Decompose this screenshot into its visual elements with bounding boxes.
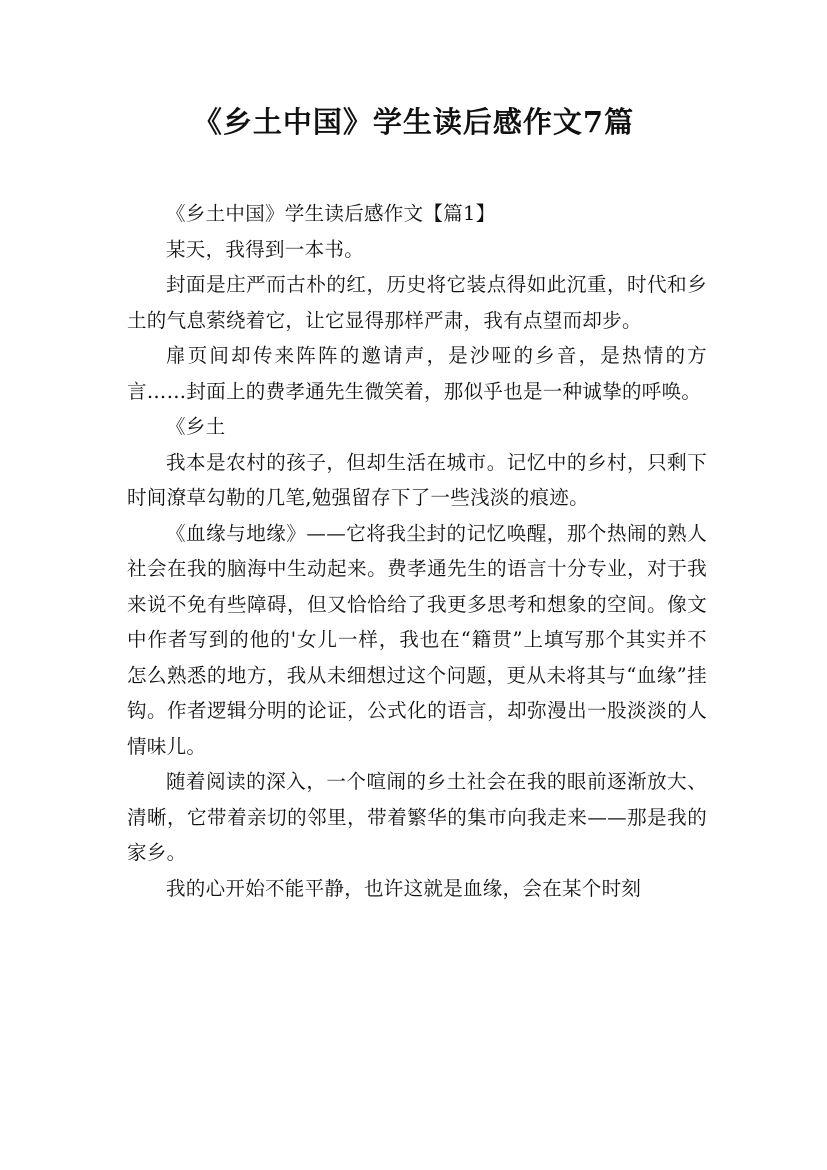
document-title: 《乡土中国》学生读后感作文7篇 xyxy=(192,105,635,139)
paragraph: 随着阅读的深入，一个喧闹的乡土社会在我的眼前逐渐放大、清晰，它带着亲切的邻里，带着繁华的集市向我走来——那是我的家乡。 xyxy=(127,770,707,864)
paragraph: 我的心开始不能平静，也许这就是血缘，会在某个时刻 xyxy=(166,876,642,900)
section-heading: 《乡土中国》学生读后感作文【篇1】 xyxy=(166,202,496,225)
paragraph: 扉页间却传来阵阵的邀请声，是沙哑的乡音，是热情的方言……封面上的费孝通先生微笑着，那似乎也是一种诚挚的呼唤。 xyxy=(127,344,707,403)
document-body xyxy=(127,196,707,906)
paragraph: 《乡土 xyxy=(166,415,226,438)
paragraph: 封面是庄严而古朴的红，历史将它装点得如此沉重，时代和乡土的气息萦绕着它，让它显得那样严肃，我有点望而却步。 xyxy=(127,273,707,332)
paragraph: 我本是农村的孩子，但却生活在城市。记忆中的乡村，只剩下时间潦草勾勒的几笔,勉强留存下了一些浅淡的痕迹。 xyxy=(127,450,707,509)
paragraph: 《血缘与地缘》——它将我尘封的记忆唤醒，那个热闹的熟人社会在我的脑海中生动起来。费孝通先生的语言十分专业，对于我来说不免有些障碍，但又恰恰给了我更多思考和想象的空间。像文中作者写到的他的'女儿一样，我也在“籍贯”上填写那个其实并不怎么熟悉的地方，我从未细想过这个问题，更从未将其与“血缘”挂钩。作者逻辑分明的论证，公式化的语言，却弥漫出一股淡淡的人情味儿。 xyxy=(127,521,707,758)
paragraph: 某天，我得到一本书。 xyxy=(166,237,365,261)
